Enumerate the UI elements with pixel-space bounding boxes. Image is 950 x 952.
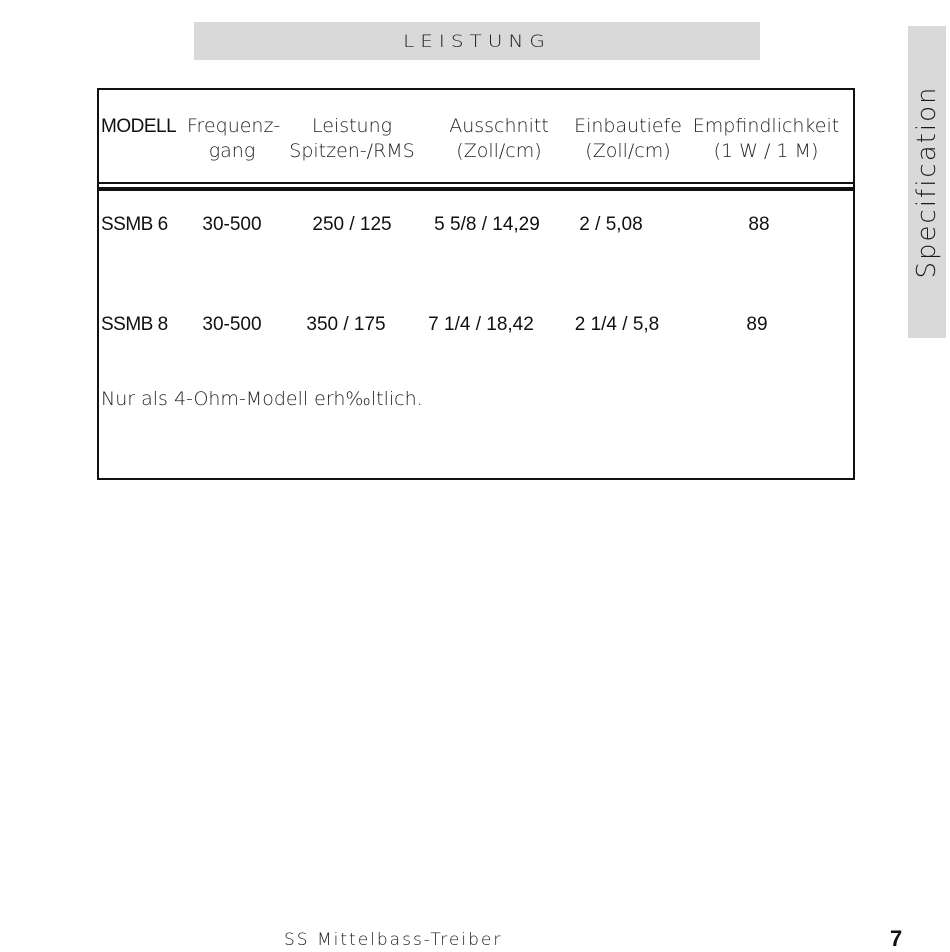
row-ausschnitt: 7 1/4 / 18,42 (428, 314, 534, 335)
header-empfindlichkeit-line1: Empfindlichkeit (692, 115, 840, 137)
page-number: 7 (890, 926, 903, 951)
section-title: LEISTUNG (403, 30, 551, 52)
header-leistung-line1: Leistung (311, 115, 393, 137)
spec-table (97, 88, 855, 480)
row-model: SSMB 6 (101, 214, 168, 235)
header-rule-thick (99, 187, 853, 191)
header-frequenzgang (187, 114, 281, 164)
header-leistung-line2: Spitzen-/RMS (289, 140, 415, 162)
header-leistung (285, 114, 419, 164)
side-tab (908, 26, 946, 338)
table-row (99, 314, 853, 344)
row-einbautiefe: 2 1/4 / 5,8 (574, 314, 660, 335)
table-header-row (99, 90, 853, 186)
header-frequenzgang-line2: gang (208, 140, 256, 162)
row-frequenzgang: 30-500 (202, 214, 262, 235)
availability-note: Nur als 4-Ohm-Modell erh‰ltlich. (101, 388, 423, 410)
header-ausschnitt-line2: (Zoll/cm) (456, 140, 542, 162)
header-empfindlichkeit (689, 114, 843, 164)
footer-title: SS Mittelbass-Treiber (284, 930, 503, 950)
row-ausschnitt: 5 5/8 / 14,29 (434, 214, 540, 235)
row-leistung: 350 / 175 (306, 314, 386, 335)
row-frequenzgang: 30-500 (202, 314, 262, 335)
header-empfindlichkeit-line2: (1 W / 1 M) (713, 140, 819, 162)
header-modell (101, 114, 191, 139)
header-ausschnitt (437, 114, 561, 164)
row-empfindlichkeit: 89 (746, 314, 768, 335)
row-einbautiefe: 2 / 5,08 (579, 214, 643, 235)
row-leistung: 250 / 125 (312, 214, 392, 235)
header-einbautiefe-line1: Einbautiefe (574, 115, 682, 137)
header-frequenzgang-line1: Frequenz- (187, 115, 281, 137)
section-title-bar (194, 22, 760, 60)
row-empfindlichkeit: 88 (748, 214, 770, 235)
header-einbautiefe-line2: (Zoll/cm) (585, 140, 671, 162)
row-model: SSMB 8 (101, 314, 168, 335)
header-ausschnitt-line1: Ausschnitt (449, 115, 549, 137)
header-einbautiefe (567, 114, 689, 164)
side-tab-label: Specification (912, 85, 942, 279)
header-rule-thin (99, 182, 853, 184)
header-modell-line1: MODELL (101, 116, 177, 137)
table-row (99, 214, 853, 244)
